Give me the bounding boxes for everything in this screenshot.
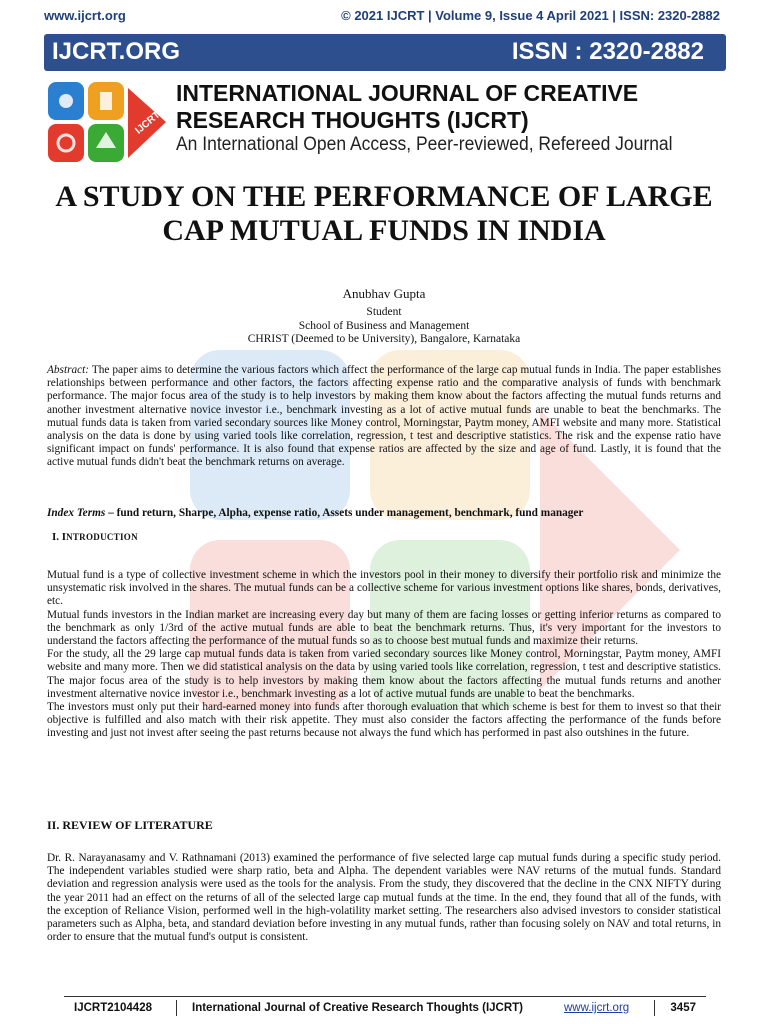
abstract-label: Abstract: [47, 364, 90, 376]
review-body [47, 852, 721, 944]
paper-title: A STUDY ON THE PERFORMANCE OF LARGE CAP MUTUAL FUNDS IN INDIA [55, 180, 713, 247]
footer-paper-id: IJCRT2104428 [74, 1002, 152, 1014]
index-terms-label: Index Terms [47, 507, 106, 519]
intro-paragraph: Mutual fund is a type of collective investment scheme in which the investors pool in their money to diversify their portfolio risk and minimize the unsystematic risk involved in the shares. The mutual funds can be a collective scheme for various investment options like shares, bonds, derivatives, etc. [47, 569, 721, 608]
abstract-text: The paper aims to determine the various factors which affect the performance of the large cap mutual funds in India. The paper establishes relationships between performance and other factors, the factors affecting expense ratio and the comparative analysis of funds with benchmark performance. The major focus area of the study is to help investors by making them know about the factors affecting the mutual funds returns and another investment alternative novice investor i.e., benchmark investing as a lot of active mutual funds are unable to beat the benchmarks. The mutual funds data is taken from varied secondary sources like Money control, Morningstar, Paytm money, AMFI website and many more. Statistical analysis on the data is done by using varied tools like correlation, regression, t test and descriptive statistics. The risk and the expense ratio have significant impact on funds' performance. It is also found that expense ratios are affected by the size and age of fund. Lastly, it is found that the active mutual funds didn't beat the benchmark returns on average. [47, 364, 721, 469]
journal-banner [44, 34, 726, 71]
journal-title: INTERNATIONAL JOURNAL OF CREATIVE RESEARCH THOUGHTS (IJCRT) [176, 80, 639, 133]
svg-text:IJCRT: IJCRT [133, 109, 163, 137]
footer-page-number: 3457 [670, 1002, 696, 1014]
intro-paragraph: The investors must only put their hard-earned money into funds after thorough evaluation that which scheme is best for them to invest so that their objective is fulfilled and also match with their risk appetite. They must also consider the factors affecting the performance of the funds before investing and just not invest after seeing the past returns because not always the fund which has performed in past also outshines in the future. [47, 701, 721, 740]
section-heading-review: II. REVIEW OF LITERATURE [47, 818, 213, 832]
footer-url-link[interactable]: www.ijcrt.org [564, 1002, 630, 1014]
footer-separator [654, 1000, 655, 1016]
abstract [47, 364, 721, 470]
author-role: Student [366, 306, 402, 318]
footer-separator [176, 1000, 177, 1016]
author-department: School of Business and Management [298, 319, 470, 332]
intro-paragraph: For the study, all the 29 large cap mutual funds data is taken from varied secondary sources like Money control, Morningstar, Paytm money, AMFI website and many more. Then we did statistical analysis on the data by using varied tools like correlation, regression, t test and descriptive statistics. The major focus area of the study is to help investors by making them know about the factors affecting the mutual funds returns and another investment alternative novice investor i.e., benchmark investing as a lot of active mutual funds are unable to beat the benchmarks. [47, 648, 721, 700]
banner-site: IJCRT.ORG [52, 38, 181, 65]
ijcrt-logo [44, 78, 168, 166]
author-institution: CHRIST (Deemed to be University), Bangalore, Karnataka [247, 333, 521, 345]
page-header [0, 4, 768, 26]
introduction-body [47, 569, 721, 741]
footer-journal-name: International Journal of Creative Research Thoughts (IJCRT) [192, 1002, 523, 1014]
intro-paragraph: Mutual funds investors in the Indian market are increasing every day but many of them are facing losses or getting inferior returns as compared to the benchmark as only 1/3rd of the active mutual funds are able to beat the benchmark returns. Thus, it's very important for the investors to understand the factors affecting the performance of the mutual funds so as to choose best mutual funds and maximize their returns. [47, 608, 721, 648]
section-heading-introduction [52, 531, 138, 543]
author-name: Anubhav Gupta [342, 286, 426, 301]
section-heading-intro-first: I. I [52, 531, 67, 543]
affiliation [0, 306, 768, 347]
banner-issn: ISSN : 2320-2882 [511, 38, 704, 65]
section-heading-intro-rest: NTRODUCTION [66, 532, 138, 542]
page-footer [64, 996, 706, 1019]
issue-info: © 2021 IJCRT | Volume 9, Issue 4 April 2021 | ISSN: 2320-2882 [341, 8, 720, 23]
review-paragraph: Dr. R. Narayanasamy and V. Rathnamani (2013) examined the performance of five selected large cap mutual funds during a specific study period. The independent variables studied were sharp ratio, beta and Alpha. The dependent variables were NAV returns of the mutual funds. Standard deviation and regression analysis were used as the tools for the analysis. From the study, they discovered that the decline in the CNX NIFTY during the year 2011 had an effect on the returns of all of the selected large cap mutual funds at the time. In the end, they found that all of the funds, with the exception of Reliance Vision, performed well in the high-volatility market setting. The researchers also advised investors to consider statistical parameters such as Alpha, beta, and standard deviation before investing in any mutual funds, rather than focusing solely on NAV and total returns, in order to ensure that the mutual fund's output is consistent. [47, 852, 721, 944]
website-link[interactable]: www.ijcrt.org [44, 8, 126, 23]
index-terms-text: – fund return, Sharpe, Alpha, expense ratio, Assets under management, benchmark, fund manager [105, 507, 584, 519]
journal-subtitle: An International Open Access, Peer-reviewed, Refereed Journal [176, 134, 673, 155]
index-terms [47, 507, 721, 519]
